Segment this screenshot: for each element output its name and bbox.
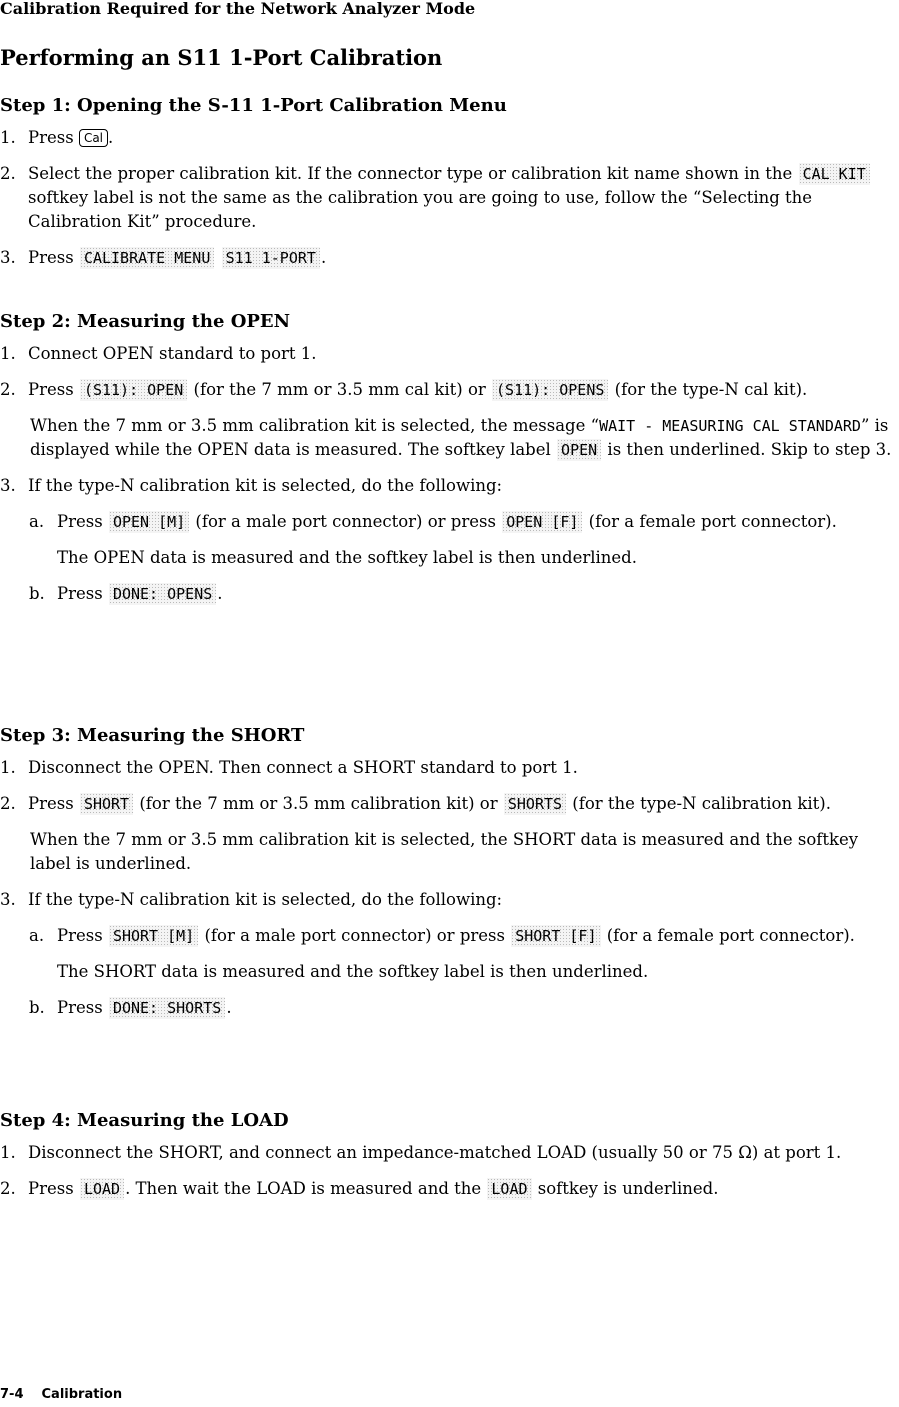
step-2 (0, 310, 899, 618)
short-m-softkey[interactable]: SHORT [M] (109, 925, 198, 947)
s11-1-port-softkey[interactable]: S11 1-PORT (222, 247, 320, 269)
item-number: 2. (0, 164, 16, 183)
step-3-sub-a: a. Press SHORT [M] (for a male port connector) or press SHORT [F] (for a female port connector). (0, 924, 899, 948)
load-softkey-underlined[interactable]: LOAD (487, 1178, 531, 1200)
item-number: 2. (0, 1179, 16, 1198)
step-2-sub-a: a. Press OPEN [M] (for a male port connector) or press OPEN [F] (for a female port connector). (0, 510, 899, 534)
step-4 (0, 1109, 899, 1213)
item-number: a. (29, 512, 45, 531)
item-number: 2. (0, 380, 16, 399)
item-number: 3. (0, 890, 16, 909)
chapter-name: Calibration (41, 1387, 123, 1402)
step-1-item-3: 3. Press CALIBRATE MENU S11 1-PORT . (0, 246, 899, 270)
step-1-title: Step 1: Opening the S-11 1-Port Calibration Menu (0, 95, 507, 116)
item-number: 2. (0, 794, 16, 813)
page-footer (0, 1383, 122, 1407)
item-number: a. (29, 926, 45, 945)
step-1-item-1: 1. Press Cal . (0, 126, 899, 150)
section-title: Performing an S11 1-Port Calibration (0, 45, 443, 70)
done-opens-softkey[interactable]: DONE: OPENS (109, 583, 216, 605)
item-number: 1. (0, 758, 16, 777)
step-1 (0, 94, 899, 282)
short-f-softkey[interactable]: SHORT [F] (511, 925, 600, 947)
step-3-item-3: 3. If the type-N calibration kit is selected, do the following: (0, 888, 899, 912)
wait-message: WAIT - MEASURING CAL STANDARD (599, 417, 861, 435)
step-2-item-2: 2. Press (S11): OPEN (for the 7 mm or 3.5 mm cal kit) or (S11): OPENS (for the type-N cal kit). (0, 378, 899, 402)
item-number: 1. (0, 344, 16, 363)
step-3-note: When the 7 mm or 3.5 mm calibration kit is selected, the SHORT data is measured and the softkey label is underlined. (30, 830, 859, 873)
item-number: 1. (0, 1143, 16, 1162)
step-4-item-2: 2. Press LOAD . Then wait the LOAD is measured and the LOAD softkey is underlined. (0, 1177, 899, 1201)
step-2-item-3: 3. If the type-N calibration kit is selected, do the following: (0, 474, 899, 498)
load-softkey[interactable]: LOAD (80, 1178, 124, 1200)
item-number: 3. (0, 476, 16, 495)
s11-opens-softkey[interactable]: (S11): OPENS (492, 379, 608, 401)
short-softkey[interactable]: SHORT (80, 793, 133, 815)
step-3-item-2: 2. Press SHORT (for the 7 mm or 3.5 mm calibration kit) or SHORTS (for the type-N calibration kit). (0, 792, 899, 816)
step-2-item-1: 1. Connect OPEN standard to port 1. (0, 342, 899, 366)
cal-hardkey[interactable]: Cal (79, 129, 108, 147)
cal-kit-softkey[interactable]: CAL KIT (799, 163, 870, 185)
item-number: 3. (0, 248, 16, 267)
step-4-item-1: 1. Disconnect the SHORT, and connect an impedance-matched LOAD (usually 50 or 75 Ω) at port 1. (0, 1141, 899, 1165)
step-3-item-1: 1. Disconnect the OPEN. Then connect a SHORT standard to port 1. (0, 756, 899, 780)
step-2-sub-b: b. Press DONE: OPENS . (0, 582, 899, 606)
calibrate-menu-softkey[interactable]: CALIBRATE MENU (80, 247, 214, 269)
step-1-item-2: 2. Select the proper calibration kit. If the connector type or calibration kit name shown in the CAL KIT softkey label is not the same as the calibration you are going to use, follow the “Selecting the Calibration Kit” procedure. (0, 162, 899, 234)
done-shorts-softkey[interactable]: DONE: SHORTS (109, 997, 225, 1019)
item-number: b. (29, 584, 45, 603)
page-number: 7-4 (0, 1387, 24, 1402)
item-number: b. (29, 998, 45, 1017)
s11-open-softkey[interactable]: (S11): OPEN (80, 379, 187, 401)
step-3-title: Step 3: Measuring the SHORT (0, 725, 305, 746)
step-3-sub-b: b. Press DONE: SHORTS . (0, 996, 899, 1020)
running-head: Calibration Required for the Network Analyzer Mode (0, 0, 476, 18)
step-2-note: When the 7 mm or 3.5 mm calibration kit is selected, the message “WAIT - MEASURING CAL STANDARD” is displayed while the OPEN data is measured. The softkey label OPEN is then underlined. Skip to step 3. (30, 416, 892, 459)
step-4-title: Step 4: Measuring the LOAD (0, 1110, 289, 1131)
open-m-softkey[interactable]: OPEN [M] (109, 511, 189, 533)
shorts-softkey[interactable]: SHORTS (504, 793, 566, 815)
open-softkey[interactable]: OPEN (557, 439, 601, 461)
step-3 (0, 724, 899, 1032)
item-number: 1. (0, 128, 16, 147)
open-f-softkey[interactable]: OPEN [F] (502, 511, 582, 533)
step-2-title: Step 2: Measuring the OPEN (0, 311, 291, 332)
step-2-sub-a-note: The OPEN data is measured and the softkey label is then underlined. (57, 548, 637, 567)
step-3-sub-a-note: The SHORT data is measured and the softkey label is then underlined. (57, 962, 649, 981)
